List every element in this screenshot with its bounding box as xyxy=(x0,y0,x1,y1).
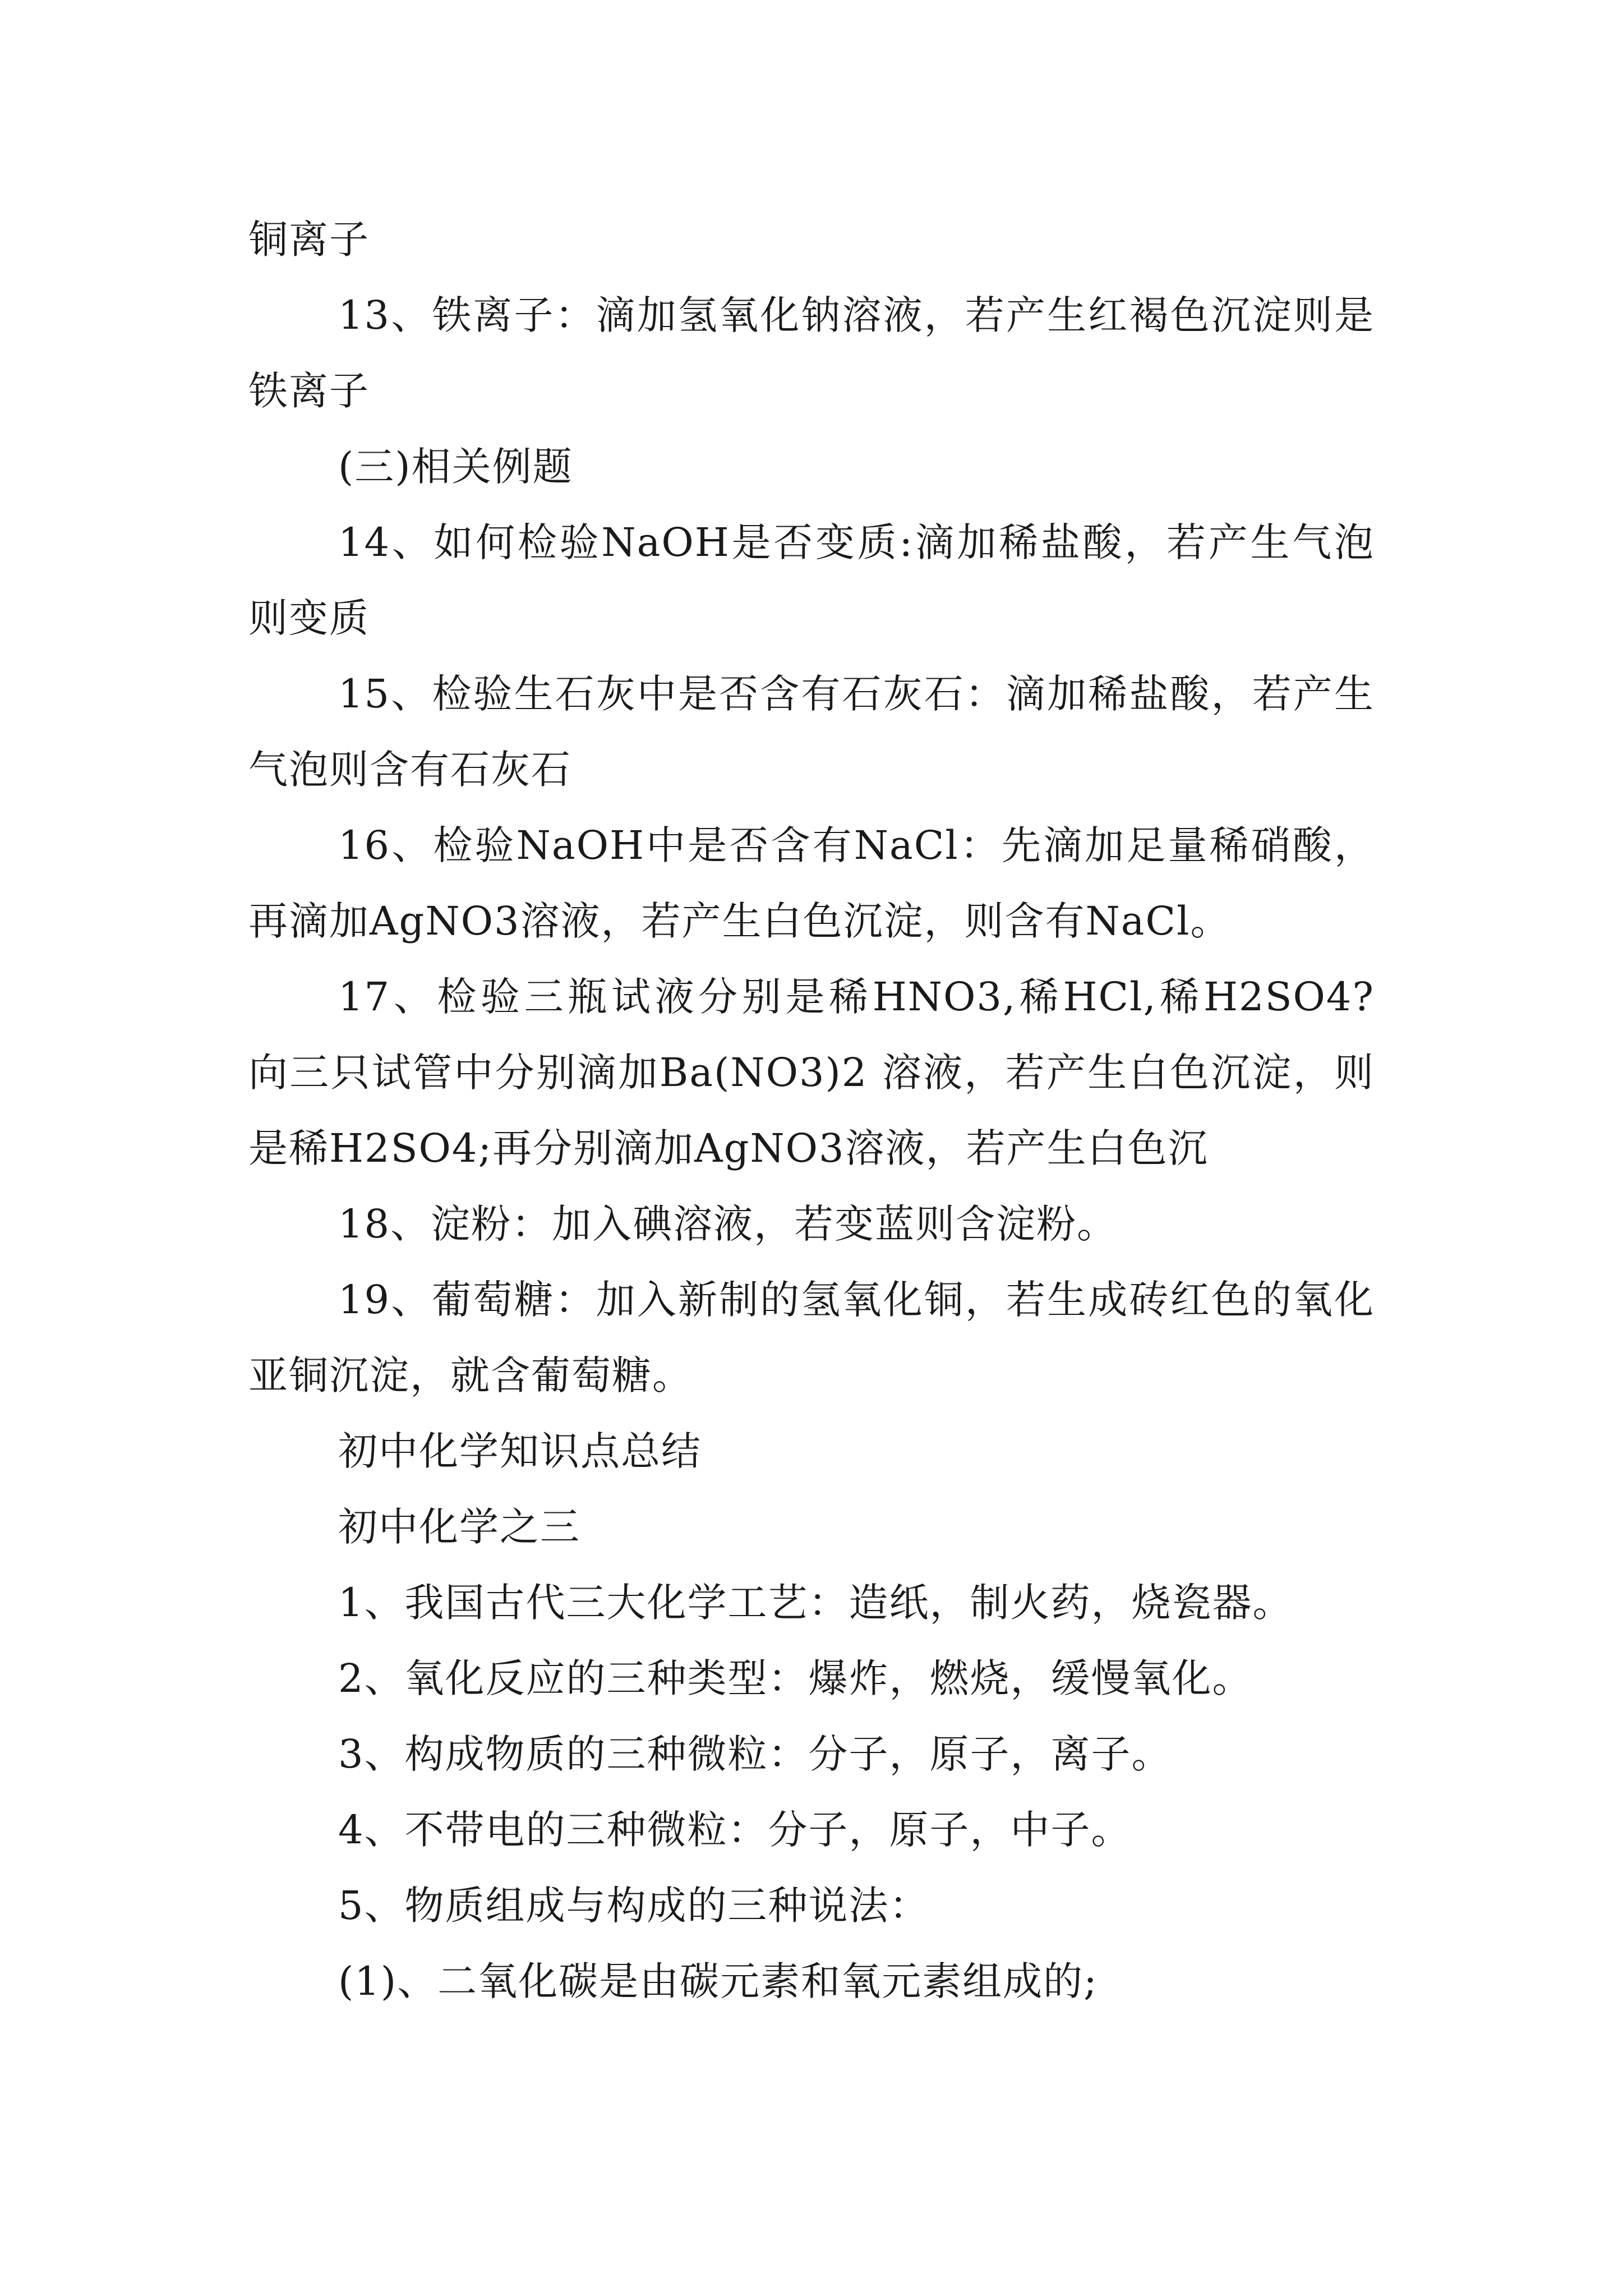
document-body xyxy=(248,202,1375,2019)
paragraph-point-1: 1、我国古代三大化学工艺：造纸，制火药，烧瓷器。 xyxy=(338,1580,1293,1626)
paragraph-item-16: 16、检验NaOH中是否含有NaCl：先滴加足量稀硝酸，再滴加AgNO3溶液，若产生白色沉淀，则含有NaCl。 xyxy=(248,822,1375,944)
paragraph-copper-ion-continued: 铜离子 xyxy=(248,217,370,263)
paragraph-item-14: 14、如何检验NaOH是否变质:滴加稀盐酸，若产生气泡则变质 xyxy=(248,519,1375,641)
section-subtitle-part-three: 初中化学之三 xyxy=(338,1504,580,1550)
paragraph-point-3: 3、构成物质的三种微粒：分子，原子，离子。 xyxy=(338,1731,1172,1777)
section-heading-examples: (三)相关例题 xyxy=(338,444,573,490)
paragraph-item-17: 17、检验三瓶试液分别是稀HNO3,稀HCl,稀H2SO4? 向三只试管中分别滴加Ba(NO3)2 溶液，若产生白色沉淀，则是稀H2SO4;再分别滴加AgNO3溶液，若产生白色沉 xyxy=(248,974,1375,1171)
paragraph-item-18: 18、淀粉：加入碘溶液，若变蓝则含淀粉。 xyxy=(338,1201,1118,1247)
paragraph-point-5-sub-1: (1)、二氧化碳是由碳元素和氧元素组成的; xyxy=(338,1958,1098,2004)
paragraph-point-4: 4、不带电的三种微粒：分子，原子，中子。 xyxy=(338,1807,1132,1853)
paragraph-item-15: 15、检验生石灰中是否含有石灰石：滴加稀盐酸，若产生气泡则含有石灰石 xyxy=(248,671,1375,793)
paragraph-point-2: 2、氧化反应的三种类型：爆炸，燃烧，缓慢氧化。 xyxy=(338,1655,1253,1701)
paragraph-item-13: 13、铁离子：滴加氢氧化钠溶液，若产生红褐色沉淀则是铁离子 xyxy=(248,292,1375,414)
paragraph-point-5: 5、物质组成与构成的三种说法： xyxy=(338,1883,930,1929)
paragraph-item-19: 19、葡萄糖：加入新制的氢氧化铜，若生成砖红色的氧化亚铜沉淀，就含葡萄糖。 xyxy=(248,1277,1375,1398)
section-title-summary: 初中化学知识点总结 xyxy=(338,1428,702,1474)
